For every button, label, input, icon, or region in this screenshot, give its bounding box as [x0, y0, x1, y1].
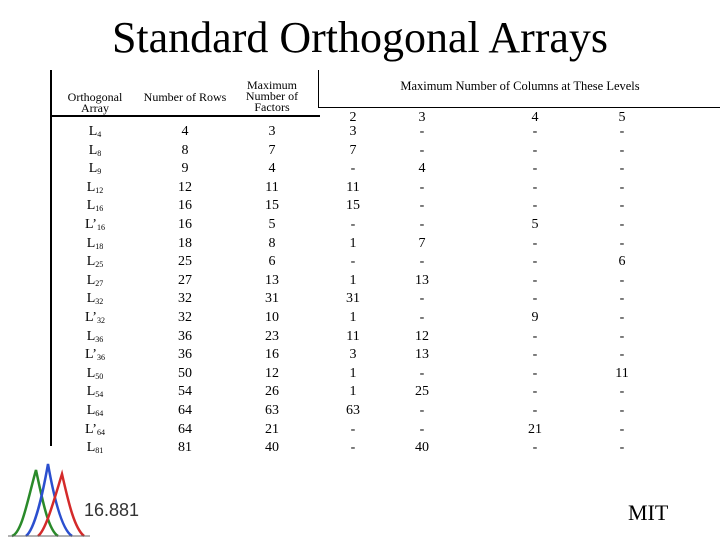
cell-l4: - [532, 291, 538, 307]
level-header-2: 2 [349, 110, 357, 125]
cell-l2: 7 [349, 142, 357, 158]
array-name: $L_{32}$ [86, 291, 104, 307]
cell-l5: - [619, 124, 625, 139]
table-row [0, 216, 720, 234]
table-row [0, 439, 720, 457]
array-name: $L_{18}$ [86, 235, 104, 251]
cell-f: 4 [268, 161, 276, 177]
levels-header-divider [318, 107, 720, 108]
cell-l4: - [532, 235, 538, 251]
cell-f: 23 [265, 328, 279, 344]
header-number-of-rows: Number of Rows [143, 90, 227, 104]
cell-f: 40 [265, 440, 279, 456]
table-row [0, 142, 720, 160]
course-logo-curves-icon [8, 458, 90, 538]
level-header-3: 3 [418, 110, 426, 125]
table-row [0, 272, 720, 290]
cell-l4: - [532, 403, 538, 418]
table-row [0, 160, 720, 178]
cell-l5: - [619, 235, 625, 251]
cell-l4: - [532, 254, 538, 270]
cell-l4: 9 [531, 310, 539, 325]
cell-l3: - [419, 291, 425, 307]
cell-l3: 25 [415, 384, 429, 400]
array-name: $L_8$ [88, 142, 102, 158]
cell-l4: - [532, 142, 538, 158]
header-divider [50, 115, 320, 117]
cell-l5: - [619, 421, 625, 437]
cell-l3: - [419, 254, 425, 270]
cell-f: 21 [265, 421, 279, 437]
cell-n: 4 [181, 124, 189, 139]
table-row [0, 309, 720, 327]
cell-f: 26 [265, 384, 279, 400]
cell-l5: - [619, 272, 625, 288]
cell-f: 11 [265, 179, 279, 195]
cell-l5: - [619, 310, 625, 325]
table-row [0, 365, 720, 383]
cell-n: 18 [178, 235, 192, 251]
cell-l2: - [350, 421, 356, 437]
cell-l2: 1 [349, 272, 357, 288]
cell-l2: - [350, 254, 356, 270]
cell-f: 16 [265, 347, 279, 363]
cell-l4: - [532, 384, 538, 400]
table-row [0, 421, 720, 439]
array-name: $L_{27}$ [86, 272, 104, 288]
cell-n: 27 [178, 272, 192, 288]
cell-l2: 11 [346, 179, 360, 195]
cell-l2: 31 [346, 291, 360, 307]
cell-n: 9 [181, 161, 189, 177]
cell-l2: 3 [349, 124, 357, 139]
cell-l5: - [619, 179, 625, 195]
level-header-5: 5 [618, 110, 626, 125]
cell-f: 15 [265, 198, 279, 214]
cell-n: 81 [178, 440, 192, 456]
cell-l5: 11 [615, 365, 629, 381]
cell-n: 36 [178, 347, 192, 363]
cell-l5: - [619, 440, 625, 456]
array-name: $L_{25}$ [86, 254, 104, 270]
cell-l2: 3 [349, 347, 357, 363]
cell-l3: 13 [415, 272, 429, 288]
cell-l5: - [619, 384, 625, 400]
table-row [0, 346, 720, 364]
cell-n: 12 [178, 179, 192, 195]
header-max-factors: Maximum Number of Factors [245, 78, 299, 114]
cell-n: 36 [178, 328, 192, 344]
array-name: $L_{81}$ [86, 440, 104, 456]
cell-l3: 7 [418, 235, 426, 251]
header-levels: Maximum Number of Columns at These Levels [400, 79, 640, 93]
cell-l2: 15 [346, 198, 360, 214]
cell-l5: - [619, 347, 625, 363]
array-name: $L_{12}$ [86, 179, 104, 195]
table-row [0, 253, 720, 271]
table-row [0, 197, 720, 215]
cell-l4: - [532, 347, 538, 363]
array-name: $L_{36}$ [86, 328, 104, 344]
cell-l4: - [532, 272, 538, 288]
cell-f: 12 [265, 365, 279, 381]
cell-l5: - [619, 198, 625, 214]
cell-f: 5 [268, 217, 276, 232]
cell-n: 32 [178, 291, 192, 307]
array-name: $L_{64}$ [86, 403, 104, 418]
cell-f: 10 [265, 310, 279, 325]
cell-l3: - [419, 179, 425, 195]
cell-l2: 63 [346, 403, 360, 418]
cell-l5: - [619, 217, 625, 232]
cell-f: 7 [268, 142, 276, 158]
array-name: $L_4$ [88, 124, 102, 139]
course-number: 16.881 [84, 500, 140, 520]
cell-l4: - [532, 440, 538, 456]
array-name: $L_{16}$ [86, 198, 104, 214]
cell-l4: - [532, 328, 538, 344]
cell-n: 8 [181, 142, 189, 158]
cell-l5: - [619, 328, 625, 344]
array-name: $L_{50}$ [86, 365, 104, 381]
cell-l3: 13 [415, 347, 429, 363]
cell-f: 8 [268, 235, 276, 251]
table-row [0, 235, 720, 253]
table-row [0, 402, 720, 420]
table-row [0, 383, 720, 401]
cell-n: 25 [178, 254, 192, 270]
cell-l5: 6 [618, 254, 626, 270]
cell-l2: 1 [349, 384, 357, 400]
array-name: $L_9$ [88, 161, 102, 177]
cell-l5: - [619, 291, 625, 307]
cell-l3: - [419, 142, 425, 158]
cell-l2: - [350, 440, 356, 456]
level-header-4: 4 [531, 110, 539, 125]
cell-l2: 1 [349, 365, 357, 381]
cell-l4: - [532, 365, 538, 381]
cell-n: 54 [178, 384, 192, 400]
cell-l2: 11 [346, 328, 360, 344]
array-name: $L’_{36}$ [85, 347, 105, 363]
cell-l5: - [619, 161, 625, 177]
cell-l5: - [619, 142, 625, 158]
array-name: $L’_{64}$ [85, 421, 105, 437]
cell-l2: - [350, 217, 356, 232]
cell-l4: - [532, 161, 538, 177]
cell-l3: - [419, 217, 425, 232]
array-name: $L’_{32}$ [85, 310, 105, 325]
cell-f: 13 [265, 272, 279, 288]
cell-l5: - [619, 403, 625, 418]
cell-l3: 12 [415, 328, 429, 344]
cell-l3: - [419, 365, 425, 381]
cell-l3: - [419, 403, 425, 418]
cell-l4: - [532, 179, 538, 195]
cell-f: 63 [265, 403, 279, 418]
cell-l3: 40 [415, 440, 429, 456]
cell-l4: - [532, 198, 538, 214]
cell-n: 64 [178, 421, 192, 437]
cell-n: 16 [178, 217, 192, 232]
cell-n: 16 [178, 198, 192, 214]
table-row [0, 123, 720, 141]
cell-l2: 1 [349, 310, 357, 325]
levels-header-left-border [318, 70, 319, 108]
cell-l3: - [419, 310, 425, 325]
cell-l3: - [419, 124, 425, 139]
header-orthogonal-array: Orthogonal Array [67, 90, 123, 115]
cell-n: 64 [178, 403, 192, 418]
cell-l4: - [532, 124, 538, 139]
cell-l4: 5 [531, 217, 539, 232]
cell-l3: - [419, 421, 425, 437]
slide-title: Standard Orthogonal Arrays [111, 13, 609, 62]
cell-l4: 21 [528, 421, 542, 437]
array-name: $L_{54}$ [86, 384, 104, 400]
table-row [0, 290, 720, 308]
table-row [0, 179, 720, 197]
table-row [0, 328, 720, 346]
institution-label: MIT [628, 500, 669, 525]
cell-l3: - [419, 198, 425, 214]
cell-l2: 1 [349, 235, 357, 251]
cell-l2: - [350, 161, 356, 177]
cell-n: 50 [178, 365, 192, 381]
cell-f: 6 [268, 254, 276, 270]
array-name: $L’_{16}$ [85, 217, 105, 232]
cell-l3: 4 [418, 161, 426, 177]
cell-n: 32 [178, 310, 192, 325]
cell-f: 3 [268, 124, 276, 139]
cell-f: 31 [265, 291, 279, 307]
